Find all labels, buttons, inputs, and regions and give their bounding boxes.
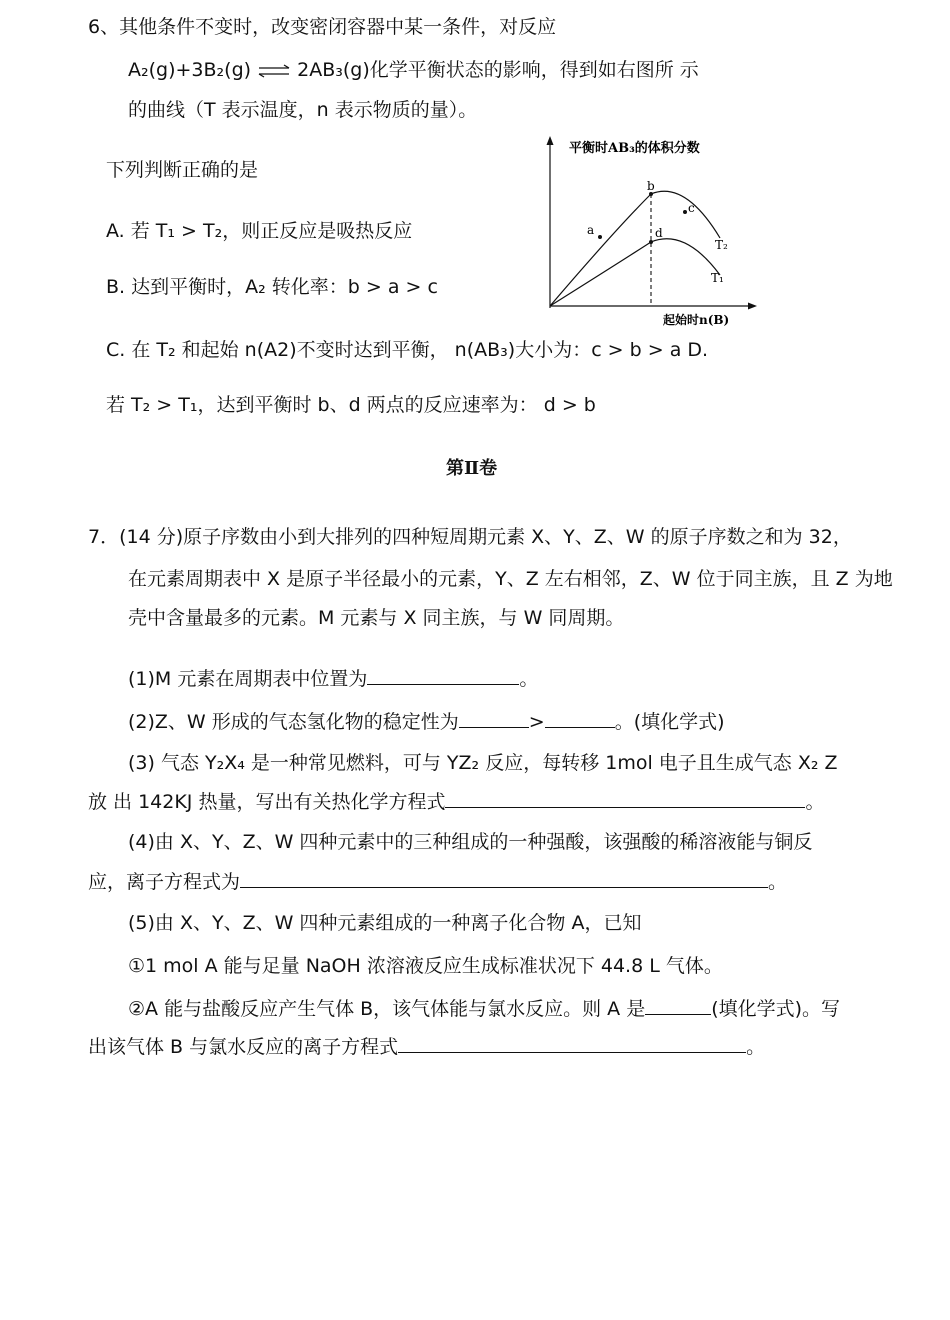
q7-part2-gt: > [528,711,545,733]
q7-part5-line1: (5)由 X、Y、Z、W 四种元素组成的一种离子化合物 A，已知 [128,912,642,934]
q7-part5-line4-text: 出该气体 B 与氯水反应的离子方程式 [88,1036,399,1058]
label-b: b [647,179,655,193]
answer-blank-3[interactable] [445,789,805,808]
label-c: c [688,201,695,215]
q7-part3-end: 。 [805,791,825,813]
chart-title: 平衡时AB₃的体积分数 [569,141,700,156]
q7-part5-line2: ①1 mol A 能与足量 NaOH 浓溶液反应生成标准状况下 44.8 L 气体。 [128,955,723,977]
q6-option-a: A. 若 T₁ > T₂，则正反应是吸热反应 [106,220,413,242]
q7-part3-line2 [88,789,824,814]
q6-reaction-line [128,58,699,82]
label-d: d [655,226,663,240]
curve-t1 [550,239,720,306]
q7-part1-text: (1)M 元素在周期表中位置为 [128,668,368,690]
q7-part5-text: ②A 能与盐酸反应产生气体 B，该气体能与氯水反应。则 A 是 [128,998,646,1020]
q6-option-d: 若 T₂ > T₁，达到平衡时 b、d 两点的反应速率为： d > b [106,394,596,416]
point-c [683,210,687,214]
answer-blank-4[interactable] [240,869,768,888]
q7-part4-end: 。 [768,871,788,893]
q7-line1: 7．(14 分)原子序数由小到大排列的四种短周期元素 X、Y、Z、W 的原子序数之和为 32， [88,526,852,548]
q7-part1-end: 。 [519,668,539,690]
q7-part5-mid: (填化学式)。写 [711,998,841,1020]
answer-blank-5a[interactable] [645,996,711,1015]
q7-part1 [128,666,538,691]
q7-part2-text: (2)Z、W 形成的气态氢化物的稳定性为 [128,711,459,733]
equilibrium-chart [535,130,765,330]
q7-part5-end: 。 [746,1036,766,1058]
answer-blank-5b[interactable] [398,1034,746,1053]
reaction-reactants: A₂(g)+3B₂(g) [128,59,252,81]
q7-part4-text: 应，离子方程式为 [88,871,241,893]
q6-line3: 的曲线（T 表示温度，n 表示物质的量）。 [128,99,478,121]
point-a [598,235,602,239]
x-axis-arrow-icon [748,303,757,310]
q6-intro: 6、其他条件不变时，改变密闭容器中某一条件，对反应 [88,16,557,38]
q7-part4-line1: (4)由 X、Y、Z、W 四种元素中的三种组成的一种强酸，该强酸的稀溶液能与铜反 [128,831,813,853]
chart-xlabel: 起始时n(B) [663,313,730,327]
answer-blank-2a[interactable] [459,709,529,728]
reaction-products: 2AB₃(g)化学平衡状态的影响，得到如右图所 示 [297,59,699,81]
q7-part2-end: 。(填化学式) [614,711,725,733]
label-t1: T₁ [711,271,724,285]
answer-blank-1[interactable] [367,666,519,685]
q6-prompt: 下列判断正确的是 [106,159,259,181]
q7-part5-line3 [128,996,840,1021]
label-t2: T₂ [715,238,728,252]
q7-part5-line4 [88,1034,765,1059]
q7-part2 [128,709,725,734]
answer-blank-2b[interactable] [545,709,615,728]
equilibrium-arrow-icon [257,64,291,78]
q7-line3: 壳中含量最多的元素。M 元素与 X 同主族，与 W 同周期。 [128,607,625,629]
q6-option-c: C. 在 T₂ 和起始 n(A2)不变时达到平衡， n(AB₃)大小为：c > b > a D. [106,339,709,361]
q7-part4-line2 [88,869,787,894]
q7-part3-text: 放 出 142KJ 热量，写出有关热化学方程式 [88,791,446,813]
label-a: a [587,223,595,237]
point-d [649,240,653,244]
q6-option-b: B. 达到平衡时，A₂ 转化率：b > a > c [106,276,438,298]
q7-line2: 在元素周期表中 X 是原子半径最小的元素，Y、Z 左右相邻，Z、W 位于同主族，且 Z 为地 [128,568,893,590]
q7-part3-line1: (3) 气态 Y₂X₄ 是一种常见燃料，可与 YZ₂ 反应，每转移 1mol 电子且生成气态 X₂ Z [128,752,838,774]
y-axis-arrow-icon [547,136,554,145]
section-title: 第Ⅱ卷 [446,458,498,479]
